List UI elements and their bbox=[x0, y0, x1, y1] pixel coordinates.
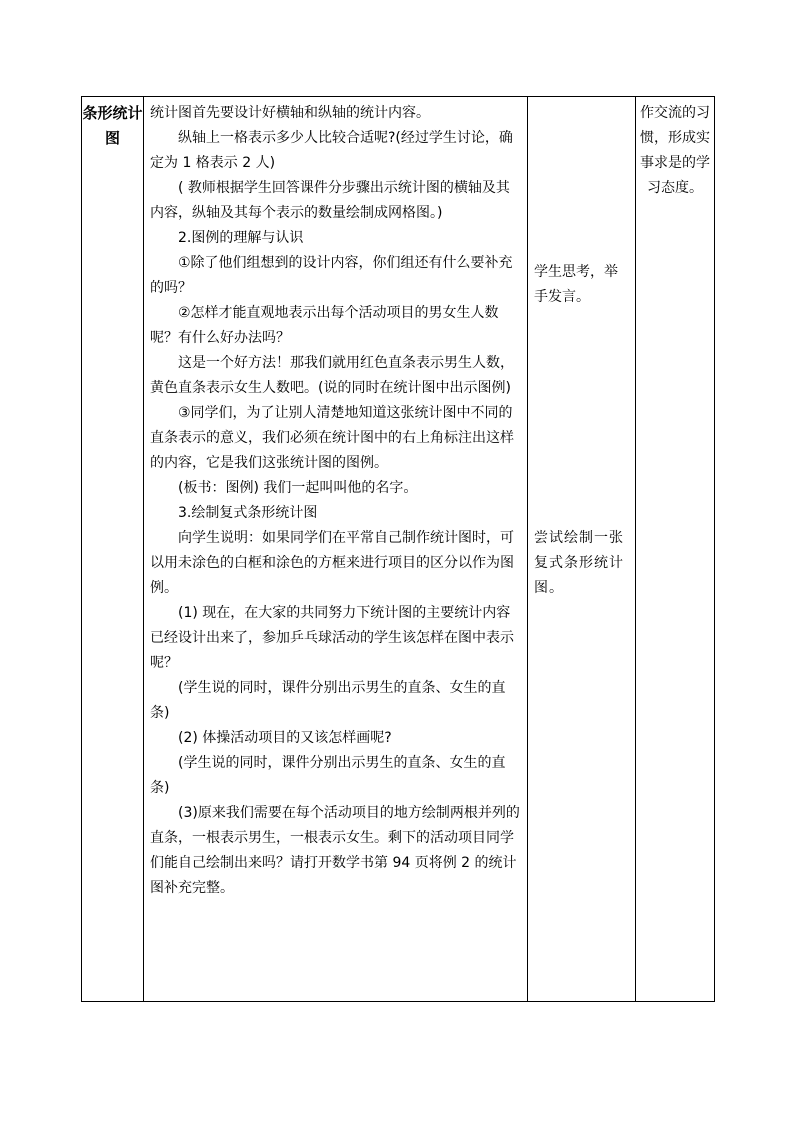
student-activity-text: 学生思考，举手发言。 bbox=[534, 264, 618, 305]
content-paragraph: (1) 现在，在大家的共同努力下统计图的主要统计内容已经设计出来了，参加乒乓球活动的学生该怎样在图中表示呢？ bbox=[150, 605, 514, 671]
content-paragraph: 纵轴上一格表示多少人比较合适呢?(经过学生讨论，确定为 1 格表示 2 人) bbox=[150, 130, 513, 171]
student-activity-cell bbox=[528, 97, 636, 1002]
content-paragraph: (学生说的同时，课件分别出示男生的直条、女生的直条) bbox=[150, 680, 506, 721]
section-title: 条形统计图 bbox=[82, 104, 143, 147]
content-paragraph: 2.图例的理解与认识 bbox=[178, 230, 304, 246]
teaching-content bbox=[144, 97, 527, 901]
content-paragraph: 这是一个好方法！那我们就用红色直条表示男生人数，黄色直条表示女生人数吧。(说的同时在统计图中出示图例) bbox=[150, 355, 514, 396]
design-purpose-text: 作交流的习惯，形成实事求是的学习态度。 bbox=[640, 105, 710, 196]
content-paragraph: 统计图首先要设计好横轴和纵轴的统计内容。 bbox=[150, 105, 430, 121]
content-paragraph: (学生说的同时，课件分别出示男生的直条、女生的直条) bbox=[150, 755, 506, 796]
content-paragraph: (板书：图例) 我们一起叫叫他的名字。 bbox=[178, 480, 418, 496]
table-row bbox=[82, 97, 715, 1002]
content-paragraph: ③同学们，为了让别人清楚地知道这张统计图中不同的直条表示的意义，我们必须在统计图中的右上角标注出这样的内容，它是我们这张统计图的图例。 bbox=[150, 405, 514, 471]
content-paragraph: ①除了他们组想到的设计内容，你们组还有什么要补充的吗？ bbox=[150, 255, 513, 296]
content-paragraph: (3)原来我们需要在每个活动项目的地方绘制两根并列的直条，一根表示男生，一根表示女生。剩下的活动项目同学们能自己绘制出来吗？请打开数学书第 94 页将例 2 的统计图补充完整。 bbox=[150, 805, 520, 896]
section-title-cell bbox=[82, 97, 144, 1002]
content-paragraph: (2) 体操活动项目的又该怎样画呢? bbox=[178, 730, 392, 746]
student-activity-text: 尝试绘制一张复式条形统计图。 bbox=[534, 530, 624, 596]
content-paragraph: 3.绘制复式条形统计图 bbox=[178, 505, 318, 521]
content-paragraph: 向学生说明：如果同学们在平常自己制作统计图时，可以用未涂色的白框和涂色的方框来进行项目的区分以作为图例。 bbox=[150, 530, 514, 596]
content-paragraph: ( 教师根据学生回答课件分步骤出示统计图的横轴及其内容，纵轴及其每个表示的数量绘制成网格图。) bbox=[150, 180, 510, 221]
teaching-content-cell bbox=[144, 97, 528, 1002]
design-purpose-cell bbox=[636, 97, 715, 1002]
content-paragraph: ②怎样才能直观地表示出每个活动项目的男女生人数呢？有什么好办法吗？ bbox=[150, 305, 499, 346]
lesson-plan-table bbox=[81, 96, 715, 1002]
